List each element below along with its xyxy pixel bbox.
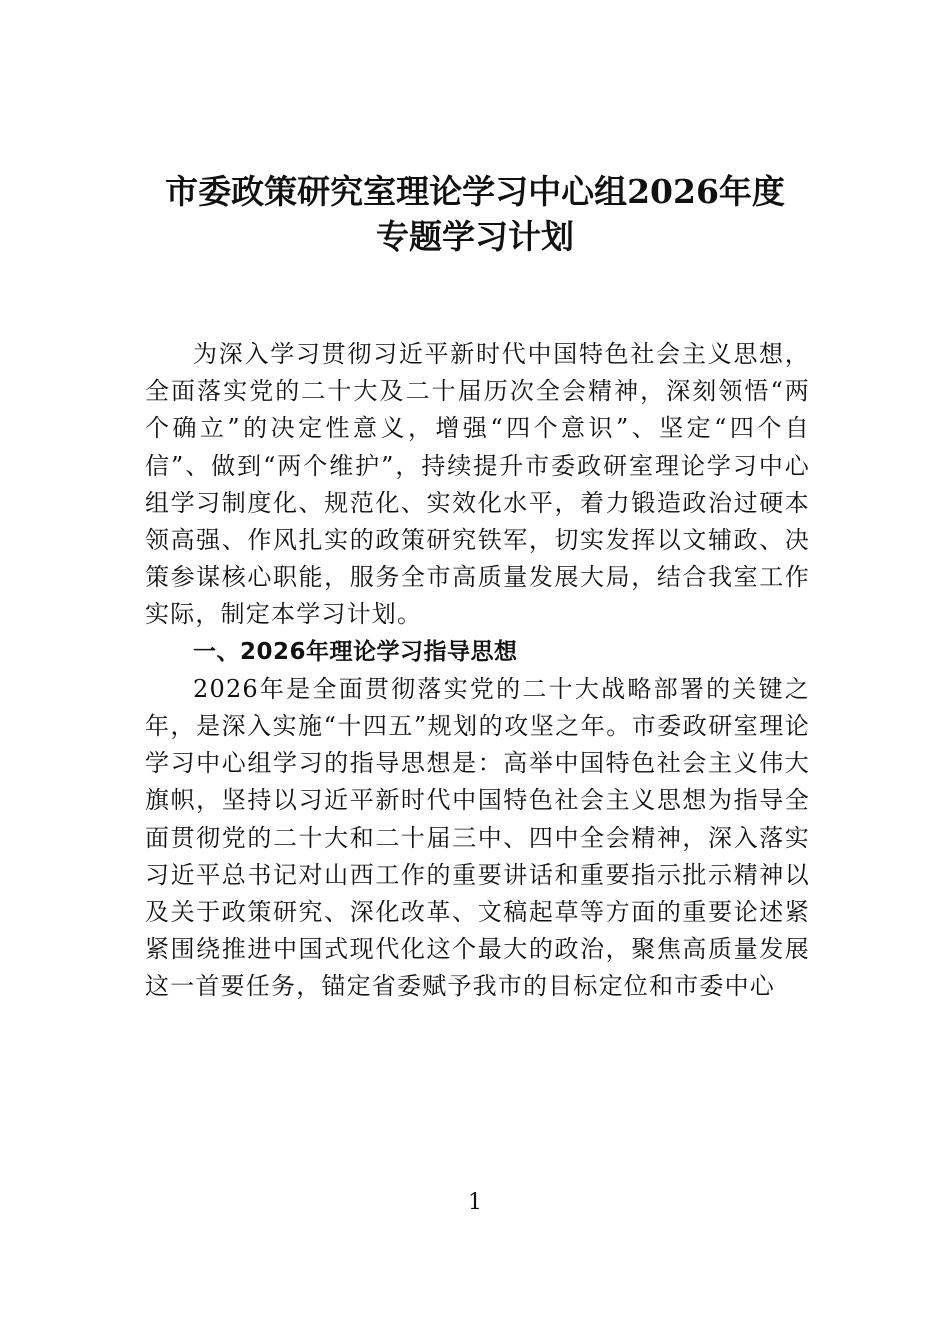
intro-paragraph: 为深入学习贯彻习近平新时代中国特色社会主义思想，全面落实党的二十大及二十届历次全会精神，深刻领悟“两个确立”的决定性意义，增强“四个意识”、坚定“四个自信”、做到“两个维护”，持续提升市委政研室理论学习中心组学习制度化、规范化、实效化水平，着力锻造政治过硬本领高强、作风扎实的政策研究铁军，切实发挥以文辅政、决策参谋核心职能，服务全市高质量发展大局，结合我室工作实际，制定本学习计划。 [145, 340, 810, 629]
document-title-line-2: 专题学习计划 [376, 217, 574, 256]
document-body [145, 336, 810, 1006]
section-paragraph: 2026年是全面贯彻落实党的二十大战略部署的关键之年，是深入实施“十四五”规划的攻坚之年。市委政研室理论学习中心组学习的指导思想是：高举中国特色社会主义伟大旗帜，坚持以习近平新时代中国特色社会主义思想为指导全面贯彻党的二十大和二十届三中、四中全会精神，深入落实习近平总书记对山西工作的重要讲话和重要指示批示精神以及关于政策研究、深化改革、文稿起草等方面的重要论述紧紧围绕推进中国式现代化这个最大的政治，聚焦高质量发展这一首要任务，锚定省委赋予我市的目标定位和市委中心 [145, 674, 810, 1001]
document-title-line-1: 市委政策研究室理论学习中心组2026年度 [165, 172, 785, 211]
page-number: 1 [468, 1190, 482, 1215]
section-heading: 一、2026年理论学习指导思想 [193, 638, 518, 665]
